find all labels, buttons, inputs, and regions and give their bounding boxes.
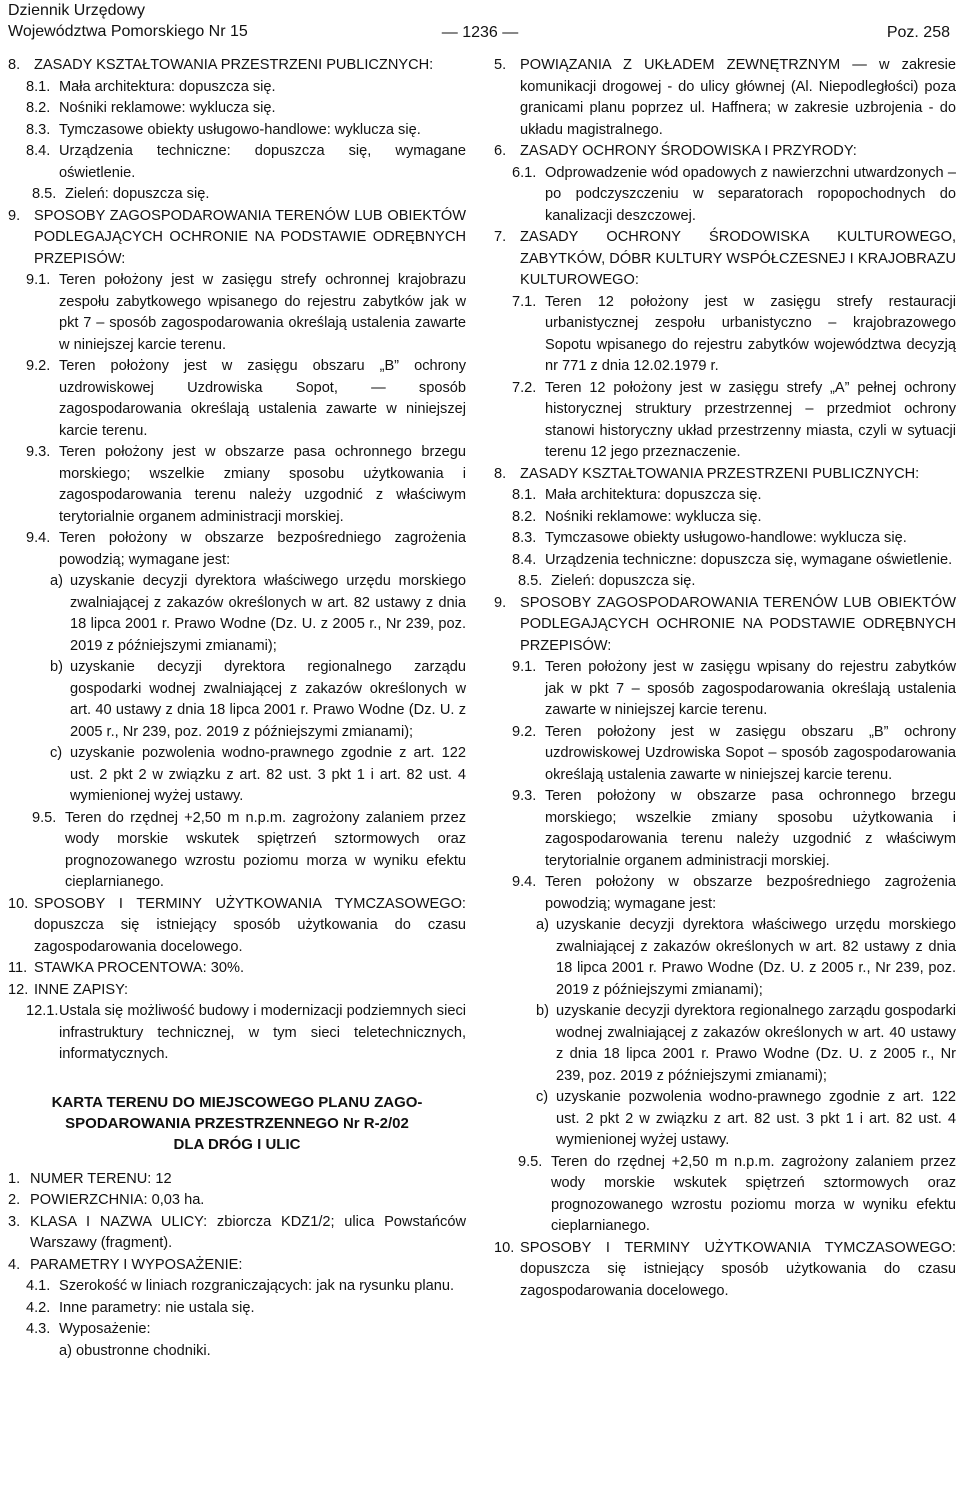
list-item: [512, 722, 956, 787]
item-number: 9.3.: [26, 444, 51, 460]
item-number: 11.: [8, 960, 28, 976]
item-text: Tymczasowe obiekty usługowo-handlowe: wyklucza się.: [59, 121, 421, 138]
list-item: [26, 1298, 466, 1320]
item-text: STAWKA PROCENTOWA: 30%.: [34, 960, 245, 976]
item-number: 4.1.: [26, 1278, 51, 1294]
list-item: [50, 743, 466, 808]
item-number: b): [50, 659, 63, 675]
item-number: 6.1.: [512, 164, 537, 181]
item-text: Szerokość w liniach rozgraniczających: jak na rysunku planu.: [59, 1278, 455, 1294]
item-number: 9.4.: [26, 530, 51, 546]
list-item: [512, 485, 956, 507]
item-number: 8.4.: [512, 551, 537, 568]
item-text: Urządzenia techniczne: dopuszcza się, wymagane oświetlenie.: [545, 551, 953, 568]
item-number: 10.: [494, 1239, 515, 1256]
item-number: 8.1.: [512, 487, 537, 503]
item-text: ZASADY OCHRONY ŚRODOWISKA I PRZYRODY:: [520, 143, 857, 159]
item-text: Mała architektura: dopuszcza się.: [59, 78, 276, 95]
item-text: INNE ZAPISY:: [34, 981, 129, 998]
item-text: Urządzenia techniczne: dopuszcza się, wymagane oświetlenie.: [59, 143, 466, 181]
list-item: [32, 808, 466, 894]
list-item: [26, 98, 466, 120]
list-item: [26, 120, 466, 142]
item-text: ZASADY OCHRONY ŚRODOWISKA KULTUROWEGO, ZABYTKÓW, DÓBR KULTURY WSPÓŁCZESNEJ I KRAJOBRAZU KULTUROWEGO:: [520, 229, 956, 288]
list-item: [494, 593, 956, 658]
item-text: Wyposażenie:: [59, 1321, 151, 1337]
list-item: [536, 1001, 956, 1087]
list-item: [8, 980, 466, 1002]
list-item: [26, 1276, 466, 1298]
item-number: b): [536, 1003, 549, 1019]
item-text: uzyskanie decyzji dyrektora regionalnego zarządu gospodarki wodnej zwalniającej z zakazów określonych w art. 40 ustawy z dnia 18 lipca 2001 r. Prawo Wodne (Dz. U. z 2005 r., Nr 239, poz. 2019 z późniejszymi zmianami);: [70, 659, 466, 740]
item-number: 8.3.: [512, 530, 537, 546]
item-text: Teren do rzędnej +2,50 m n.p.m. zagrożony zalaniem przez wody morskie wskutek spiętrzeń sztormowych oraz prognozowanego wzrostu poziomu morza w wyniku efektu cieplarnianego.: [65, 809, 466, 890]
list-item: [8, 55, 466, 77]
item-number: 8.: [494, 465, 507, 482]
item-number: 12.: [8, 981, 29, 998]
list-item: [8, 1169, 466, 1191]
list-item: [512, 507, 956, 529]
item-text: Teren do rzędnej +2,50 m n.p.m. zagrożony zalaniem przez wody morskie wskutek spiętrzeń sztormowych oraz prognozowanego wzrostu poziomu morza w wyniku efektu cieplarnianego.: [551, 1153, 956, 1234]
item-text: uzyskanie pozwolenia wodno-prawnego zgodnie z art. 122 ust. 2 pkt 2 w związku z art. 82 ust. 3 pkt 1 i art. 82 ust. 4 wymienionej wyżej ustawy.: [70, 745, 466, 804]
karta-heading-line: SPODAROWANIA PRZESTRZENNEGO Nr R-2/02: [65, 1114, 409, 1132]
list-item: [26, 1001, 466, 1066]
item-number: 4.2.: [26, 1299, 51, 1316]
page-header: [0, 0, 960, 48]
list-item: [8, 1212, 466, 1255]
list-item: [518, 1152, 956, 1238]
item-text: uzyskanie decyzji dyrektora właściwego urzędu morskiego zwalniającej z zakazów określonych w art. 82 ustawy z dnia 18 lipca 2001 r. Prawo Wodne (Dz. U. z 2005 r., Nr 239, poz. 2019 z późniejszymi zmianami);: [556, 917, 956, 998]
item-number: 8.2.: [512, 508, 537, 525]
item-text: Odprowadzenie wód opadowych z nawierzchni utwardzonych – po podczyszczeniu w separatorach ropopochodnych do kanalizacji deszczowej.: [545, 164, 956, 224]
item-number: 8.: [8, 57, 21, 73]
item-number: 9.3.: [512, 788, 537, 804]
left-column: [8, 55, 466, 1362]
item-number: 4.: [8, 1256, 21, 1273]
item-number: 10.: [8, 895, 29, 912]
item-text: ZASADY KSZTAŁTOWANIA PRZESTRZENI PUBLICZNYCH:: [520, 465, 920, 482]
item-text: Nośniki reklamowe: wyklucza się.: [59, 100, 276, 116]
item-number: 9.4.: [512, 874, 537, 890]
item-number: 8.2.: [26, 100, 51, 116]
list-item: [494, 141, 956, 163]
item-text: SPOSOBY I TERMINY UŻYTKOWANIA TYMCZASOWEGO: dopuszcza się istniejący sposób użytkowania do czasu zagospodarowania docelowego.: [520, 1239, 956, 1299]
list-item: [8, 958, 466, 980]
item-number: 8.5.: [32, 186, 57, 202]
list-item: [536, 1087, 956, 1152]
list-item: [494, 464, 956, 486]
list-item: [512, 528, 956, 550]
list-item: [26, 442, 466, 528]
item-number: a): [50, 573, 63, 589]
item-number: 7.1.: [512, 293, 537, 310]
list-item: [512, 550, 956, 572]
item-number: 3.: [8, 1213, 21, 1230]
item-number: 7.2.: [512, 379, 537, 396]
item-number: 8.3.: [26, 121, 51, 138]
list-item: [512, 786, 956, 872]
list-item: [494, 227, 956, 292]
item-text: Teren położony jest w zasięgu strefy ochronnej krajobrazu zespołu zabytkowego wpisanego do rejestru zabytków jak w pkt 7 – sposób zagospodarowania określają ustalenia zawarte w niniejszej karcie terenu.: [59, 272, 466, 353]
item-text: Inne parametry: nie ustala się.: [59, 1299, 255, 1316]
item-text: SPOSOBY ZAGOSPODAROWANIA TERENÓW LUB OBIEKTÓW PODLEGAJĄCYCH OCHRONIE NA PODSTAWIE ODRĘBNYCH PRZEPISÓW:: [520, 594, 956, 654]
item-text: Tymczasowe obiekty usługowo-handlowe: wyklucza się.: [545, 530, 907, 546]
item-text: a) obustronne chodniki.: [59, 1342, 211, 1359]
karta-heading: [8, 1092, 466, 1155]
item-text: Ustala się możliwość budowy i modernizacji podziemnych sieci infrastruktury technicznej, w tym sieci teletechnicznych, informatycznych.: [59, 1003, 466, 1062]
item-text: Teren położony w obszarze bezpośredniego zagrożenia powodzią; wymagane jest:: [545, 874, 956, 912]
list-item: [536, 915, 956, 1001]
list-item: [494, 1238, 956, 1303]
item-text: Teren położony jest w zasięgu wpisany do rejestru zabytków jak w pkt 7 – sposób zagospodarowania określają ustalenia zawarte w niniejszej karcie terenu.: [545, 659, 956, 718]
item-number: c): [50, 745, 63, 761]
item-text: ZASADY KSZTAŁTOWANIA PRZESTRZENI PUBLICZNYCH:: [34, 57, 434, 73]
item-text: Teren położony w obszarze pasa ochronnego brzegu morskiego; wszelkie zmiany sposobu użytkowania i zagospodarowania terenu należy uzgodnić z właściwym terytorialnie organem administracji morskiej.: [545, 788, 956, 869]
item-number: 9.2.: [512, 723, 537, 740]
item-text: Zieleń: dopuszcza się.: [65, 186, 210, 202]
item-number: 7.: [494, 229, 507, 245]
list-item: [26, 528, 466, 571]
list-item: [26, 356, 466, 442]
list-item: [8, 1255, 466, 1277]
item-text: Mała architektura: dopuszcza się.: [545, 487, 762, 503]
karta-heading-line: KARTA TERENU DO MIEJSCOWEGO PLANU ZAGO-: [51, 1093, 423, 1111]
journal-region: Województwa Pomorskiego Nr 15: [8, 23, 248, 40]
item-text: NUMER TERENU: 12: [30, 1170, 172, 1187]
item-text: KLASA I NAZWA ULICY: zbiorcza KDZ1/2; ulica Powstańców Warszawy (fragment).: [30, 1213, 466, 1251]
item-number: 8.5.: [518, 573, 543, 589]
list-item: [26, 270, 466, 356]
item-text: Teren położony jest w obszarze pasa ochronnego brzegu morskiego; wszelkie zmiany sposobu użytkowania i zagospodarowania terenu należy uzgodnić z właściwym terytorialnie organem administracji morskiej.: [59, 444, 466, 525]
list-item: [26, 77, 466, 99]
item-number: 2.: [8, 1192, 21, 1208]
journal-name: Dziennik Urzędowy: [8, 2, 145, 19]
item-number: c): [536, 1089, 549, 1105]
item-number: 8.4.: [26, 143, 51, 159]
item-number: 9.1.: [26, 272, 51, 288]
item-number: a): [536, 917, 549, 933]
list-item: [26, 1341, 466, 1363]
item-text: SPOSOBY ZAGOSPODAROWANIA TERENÓW LUB OBIEKTÓW PODLEGAJĄCYCH OCHRONIE NA PODSTAWIE ODRĘBNYCH PRZEPISÓW:: [34, 207, 466, 267]
item-number: 4.3.: [26, 1321, 51, 1337]
item-text: Teren położony jest w zasięgu obszaru „B” ochrony uzdrowiskowej Uzdrowiska Sopot, — sposób zagospodarowania określają ustalenia zawarte w niniejszej karcie terenu.: [59, 358, 466, 439]
list-item: [32, 184, 466, 206]
list-item: [512, 872, 956, 915]
item-number: 9.: [8, 207, 21, 224]
item-number: 1.: [8, 1170, 21, 1187]
item-number: 6.: [494, 143, 507, 159]
item-number: 12.1.: [26, 1003, 59, 1019]
list-item: [26, 141, 466, 184]
list-item: [26, 1319, 466, 1341]
list-item: [512, 378, 956, 464]
list-item: [8, 894, 466, 959]
list-item: [50, 571, 466, 657]
item-text: Teren 12 położony jest w zasięgu strefy restauracji urbanistycznej zespołu urbanistyczno – krajobrazowego Sopotu wpisanego do rejestru zabytków województwa decyzją nr 771 z dnia 12.02.1979 r.: [545, 293, 956, 374]
item-text: uzyskanie pozwolenia wodno-prawnego zgodnie z art. 122 ust. 2 pkt 2 w związku z art. 82 ust. 3 pkt 1 i art. 82 ust. 4 wymienionej wyżej ustawy.: [556, 1089, 956, 1148]
list-item: [8, 1190, 466, 1212]
list-item: [8, 206, 466, 271]
item-number: 9.5.: [518, 1153, 543, 1170]
list-item: [512, 163, 956, 228]
page-number: — 1236 —: [441, 24, 519, 41]
item-text: Nośniki reklamowe: wyklucza się.: [545, 508, 762, 525]
item-text: uzyskanie decyzji dyrektora właściwego urzędu morskiego zwalniającej z zakazów określonych w art. 82 ustawy z dnia 18 lipca 2001 r. Prawo Wodne (Dz. U. z 2005 r., Nr 239, poz. 2019 z późniejszymi zmianami);: [70, 573, 466, 654]
item-number: 9.5.: [32, 809, 57, 826]
item-text: POWIERZCHNIA: 0,03 ha.: [30, 1192, 205, 1208]
item-text: SPOSOBY I TERMINY UŻYTKOWANIA TYMCZASOWEGO: dopuszcza się istniejący sposób użytkowania do czasu zagospodarowania docelowego.: [34, 895, 466, 955]
karta-heading-line: DLA DRÓG I ULIC: [173, 1135, 301, 1153]
item-number: 9.2.: [26, 358, 51, 374]
item-text: Teren 12 położony jest w zasięgu strefy „A” pełnej ochrony historycznej struktury przestrzennej – przedmiot ochrony stanowi historyczny układ przestrzenny miasta, czyli w sytuacji terenu 12 jego przeznaczenie.: [545, 379, 956, 460]
item-text: Zieleń: dopuszcza się.: [551, 573, 696, 589]
item-text: Teren położony jest w zasięgu obszaru „B” ochrony uzdrowiskowej Uzdrowiska Sopot – sposób zagospodarowania określają ustalenia zawarte w niniejszej karcie terenu.: [545, 723, 956, 783]
list-item: [512, 292, 956, 378]
item-number: 5.: [494, 57, 507, 73]
item-text: POWIĄZANIA Z UKŁADEM ZEWNĘTRZNYM — w zakresie komunikacji drogowej - do ulicy głównej (Al. Niepodległości) poza granicami planu poprzez ul. Haffnera; w zakresie uzbrojenia - do układu magistralnego.: [520, 57, 956, 138]
position-number: Poz. 258: [886, 24, 950, 41]
right-column: [494, 55, 956, 1302]
list-item: [50, 657, 466, 743]
item-number: 9.: [494, 594, 507, 611]
list-item: [518, 571, 956, 593]
list-item: [494, 55, 956, 141]
item-number: 9.1.: [512, 659, 537, 675]
item-text: PARAMETRY I WYPOSAŻENIE:: [30, 1256, 243, 1273]
item-text: Teren położony w obszarze bezpośredniego zagrożenia powodzią; wymagane jest:: [59, 530, 466, 568]
list-item: [512, 657, 956, 722]
item-text: uzyskanie decyzji dyrektora regionalnego zarządu gospodarki wodnej zwalniającej z zakazów określonych w art. 40 ustawy z dnia 18 lipca 2001 r. Prawo Wodne (Dz. U. z 2005 r., Nr 239, poz. 2019 z późniejszymi zmianami);: [556, 1003, 956, 1084]
item-number: 8.1.: [26, 78, 51, 95]
